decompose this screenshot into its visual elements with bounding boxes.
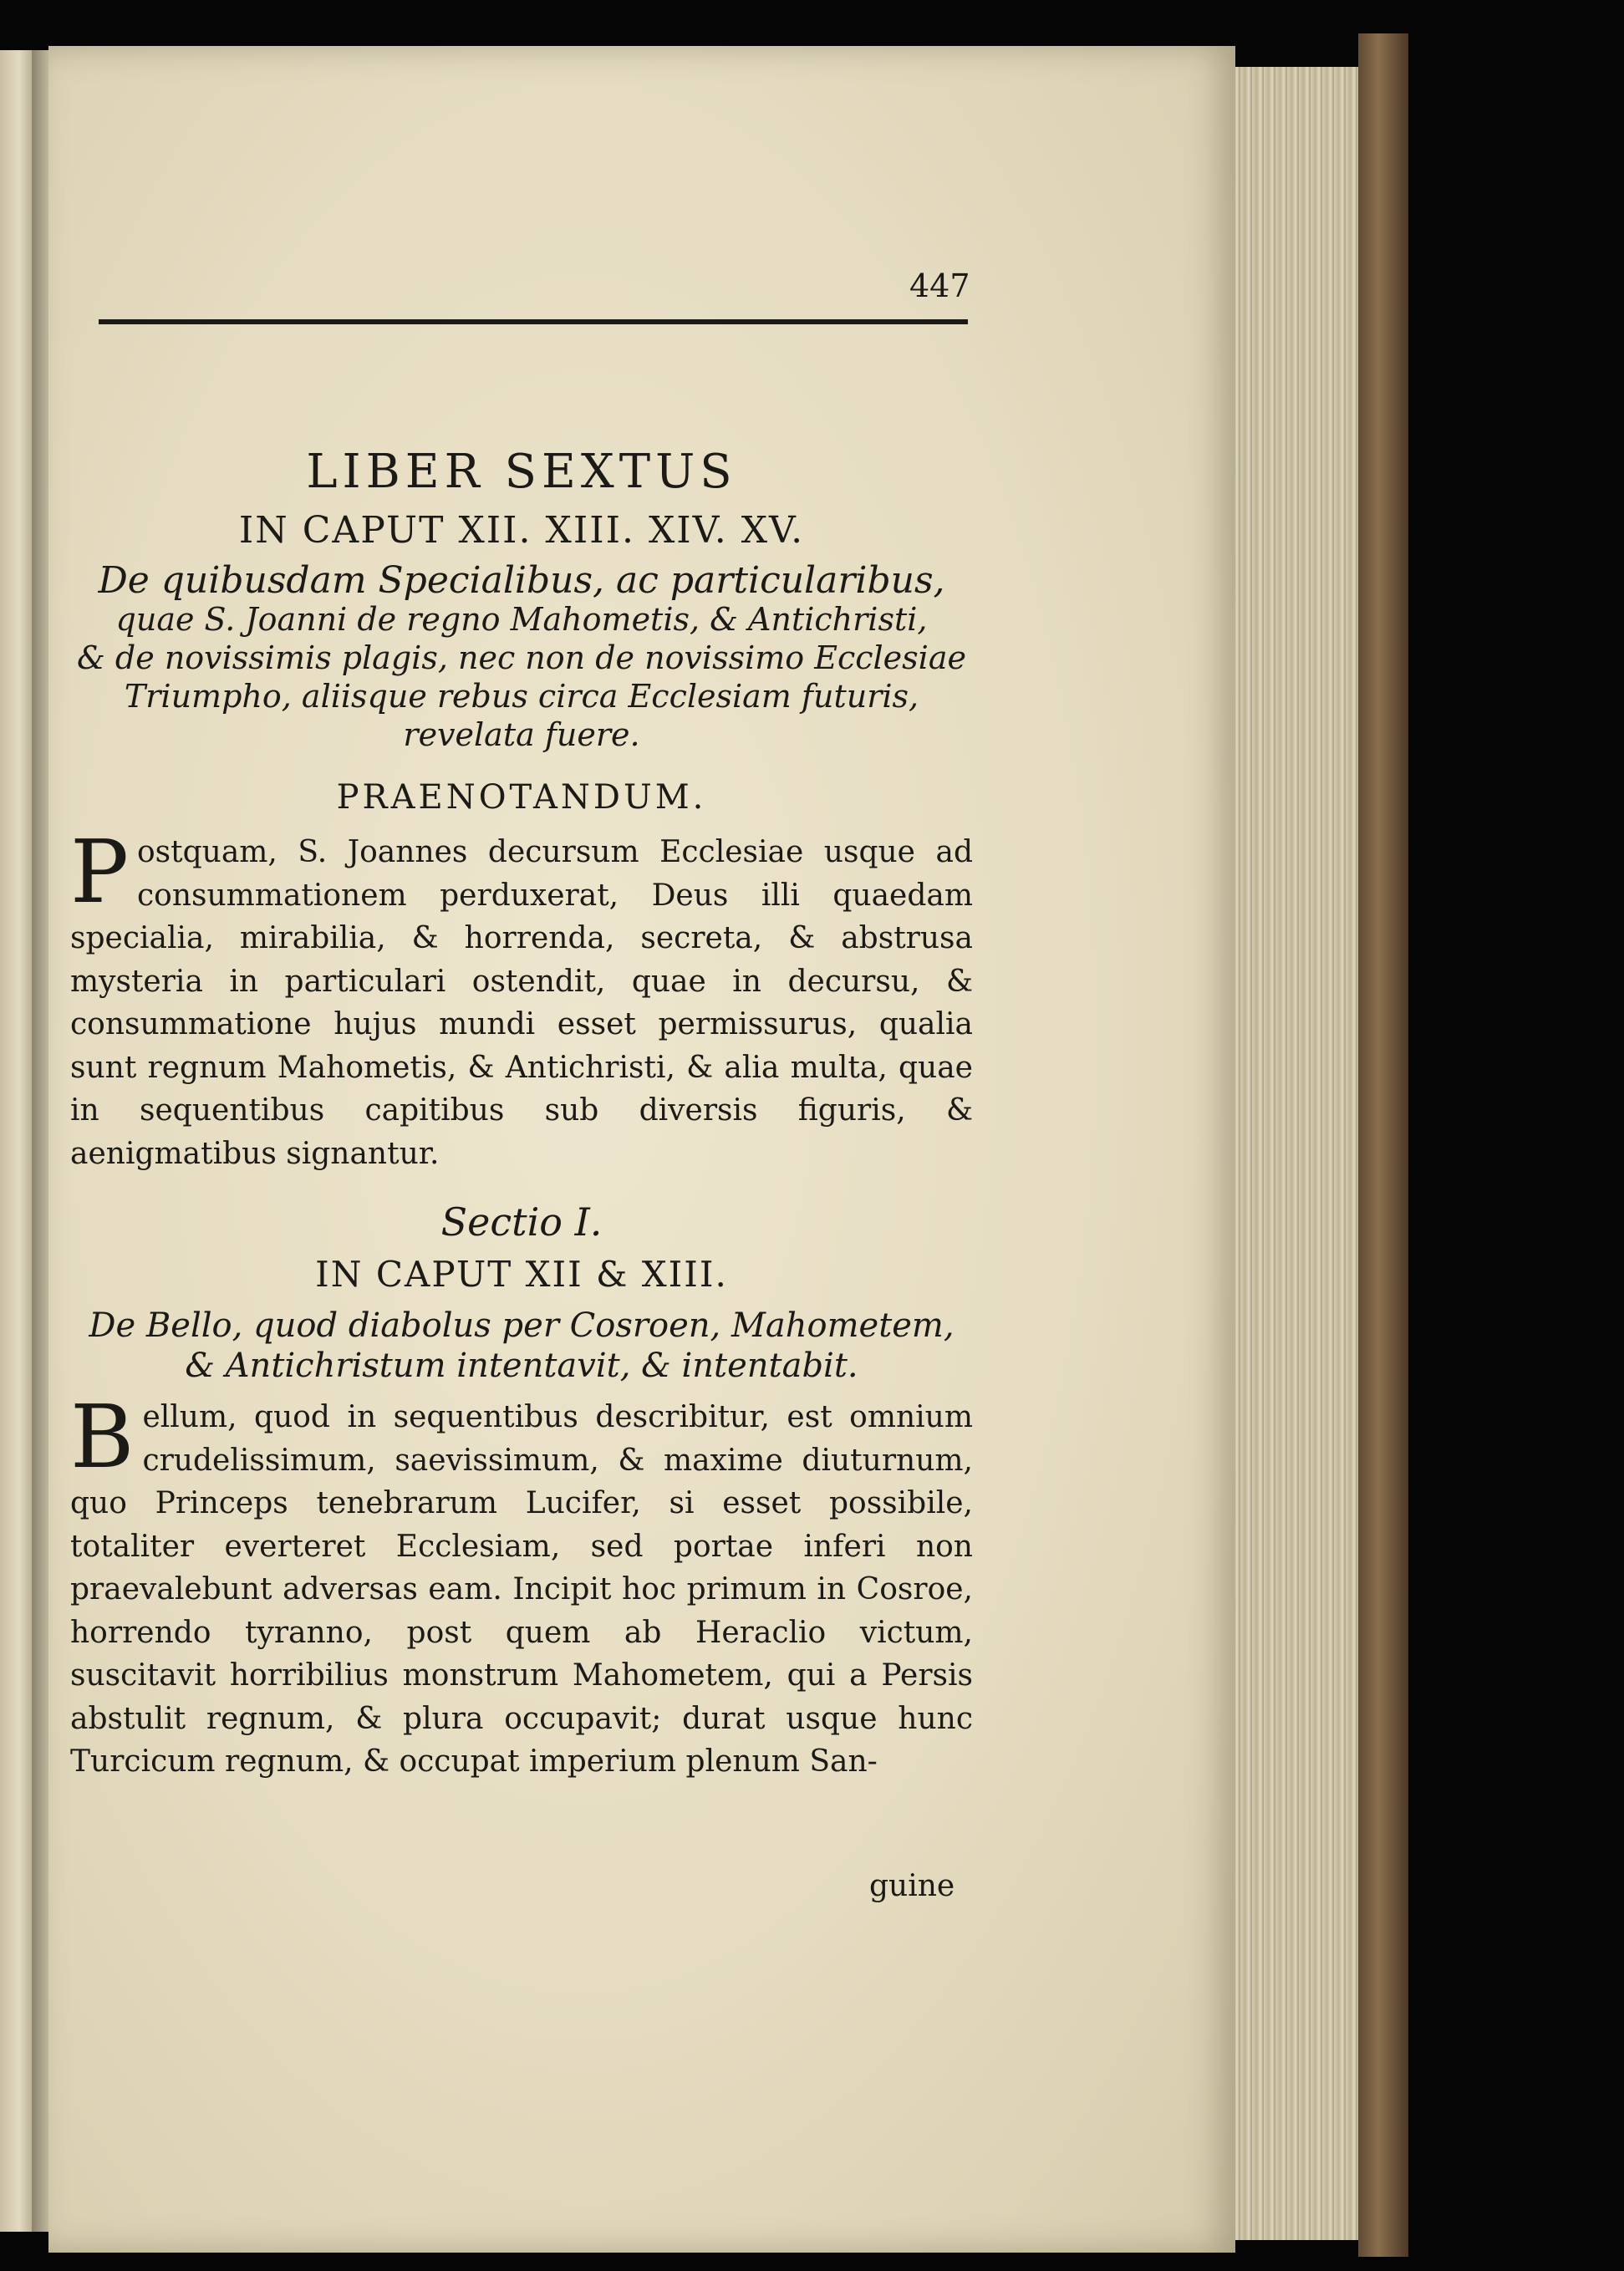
book-title: LIBER SEXTUS — [306, 445, 737, 499]
book-spine — [1358, 33, 1408, 2257]
subtitle-line: quae S. Joanni de regno Mahometis, & Antichristi, — [115, 601, 928, 638]
page-number: 447 — [909, 267, 970, 304]
catchword: guine — [869, 1869, 955, 1903]
subtitle-line: revelata fuere. — [403, 716, 640, 753]
left-page-edge — [0, 50, 32, 2232]
paragraph-text: ellum, quod in sequentibus describitur, est omnium crudelissimum, saevissimum, & maxime diuturnum, quo Princeps tenebrarum Lucifer, si esset possibile, totaliter everteret Ecclesiam, sed portae inferi non praevalebunt adversas eam. Incipit hoc primum in Cosroe, horrendo tyranno, post quem ab Heraclio victum, suscitavit horribilius monstrum Mahometem, qui a Persis abstulit regnum, & plura occupavit; durat usque hunc Turcicum regnum, & occupat imperium plenum San- — [70, 1400, 973, 1779]
sectio-heading: Sectio I. — [440, 1199, 603, 1245]
bellum-paragraph — [70, 1386, 973, 1784]
page-content — [70, 443, 973, 1784]
sectio-subtitle: De Bello, quod diabolus per Cosroen, Mahometem, & Antichristum intentavit, & intentabit. — [89, 1306, 955, 1385]
praenotandum-heading: PRAENOTANDUM. — [336, 778, 707, 817]
drop-cap: B — [70, 1386, 135, 1488]
subtitle-line: & de novissimis plagis, nec non de novissimo Ecclesiae — [77, 639, 966, 676]
chapter-range: IN CAPUT XII. XIII. XIV. XV. — [238, 509, 805, 552]
praenotandum-paragraph — [70, 821, 973, 1175]
subtitle-line: Triumpho, aliisque rebus circa Ecclesiam futuris, — [124, 678, 919, 715]
drop-cap: P — [70, 821, 129, 923]
sectio-chapters: IN CAPUT XII & XIII. — [315, 1254, 728, 1295]
header-rule — [99, 319, 968, 324]
page-stack-edges — [1229, 67, 1362, 2240]
subtitle-block — [70, 559, 973, 754]
paragraph-text: ostquam, S. Joannes decursum Ecclesiae usque ad consummationem perduxerat, Deus illi quaedam specialia, mirabilia, & horrenda, secreta, & abstrusa mysteria in particulari ostendit, quae in decursu, & consummatione hujus mundi esset permissurus, qualia sunt regnum Mahometis, & Antichristi, & alia multa, quae in sequentibus capitibus sub diversis figuris, & aenigmatibus signantur. — [70, 835, 973, 1171]
subtitle-line: De quibusdam Specialibus, ac particularibus, — [98, 559, 945, 602]
